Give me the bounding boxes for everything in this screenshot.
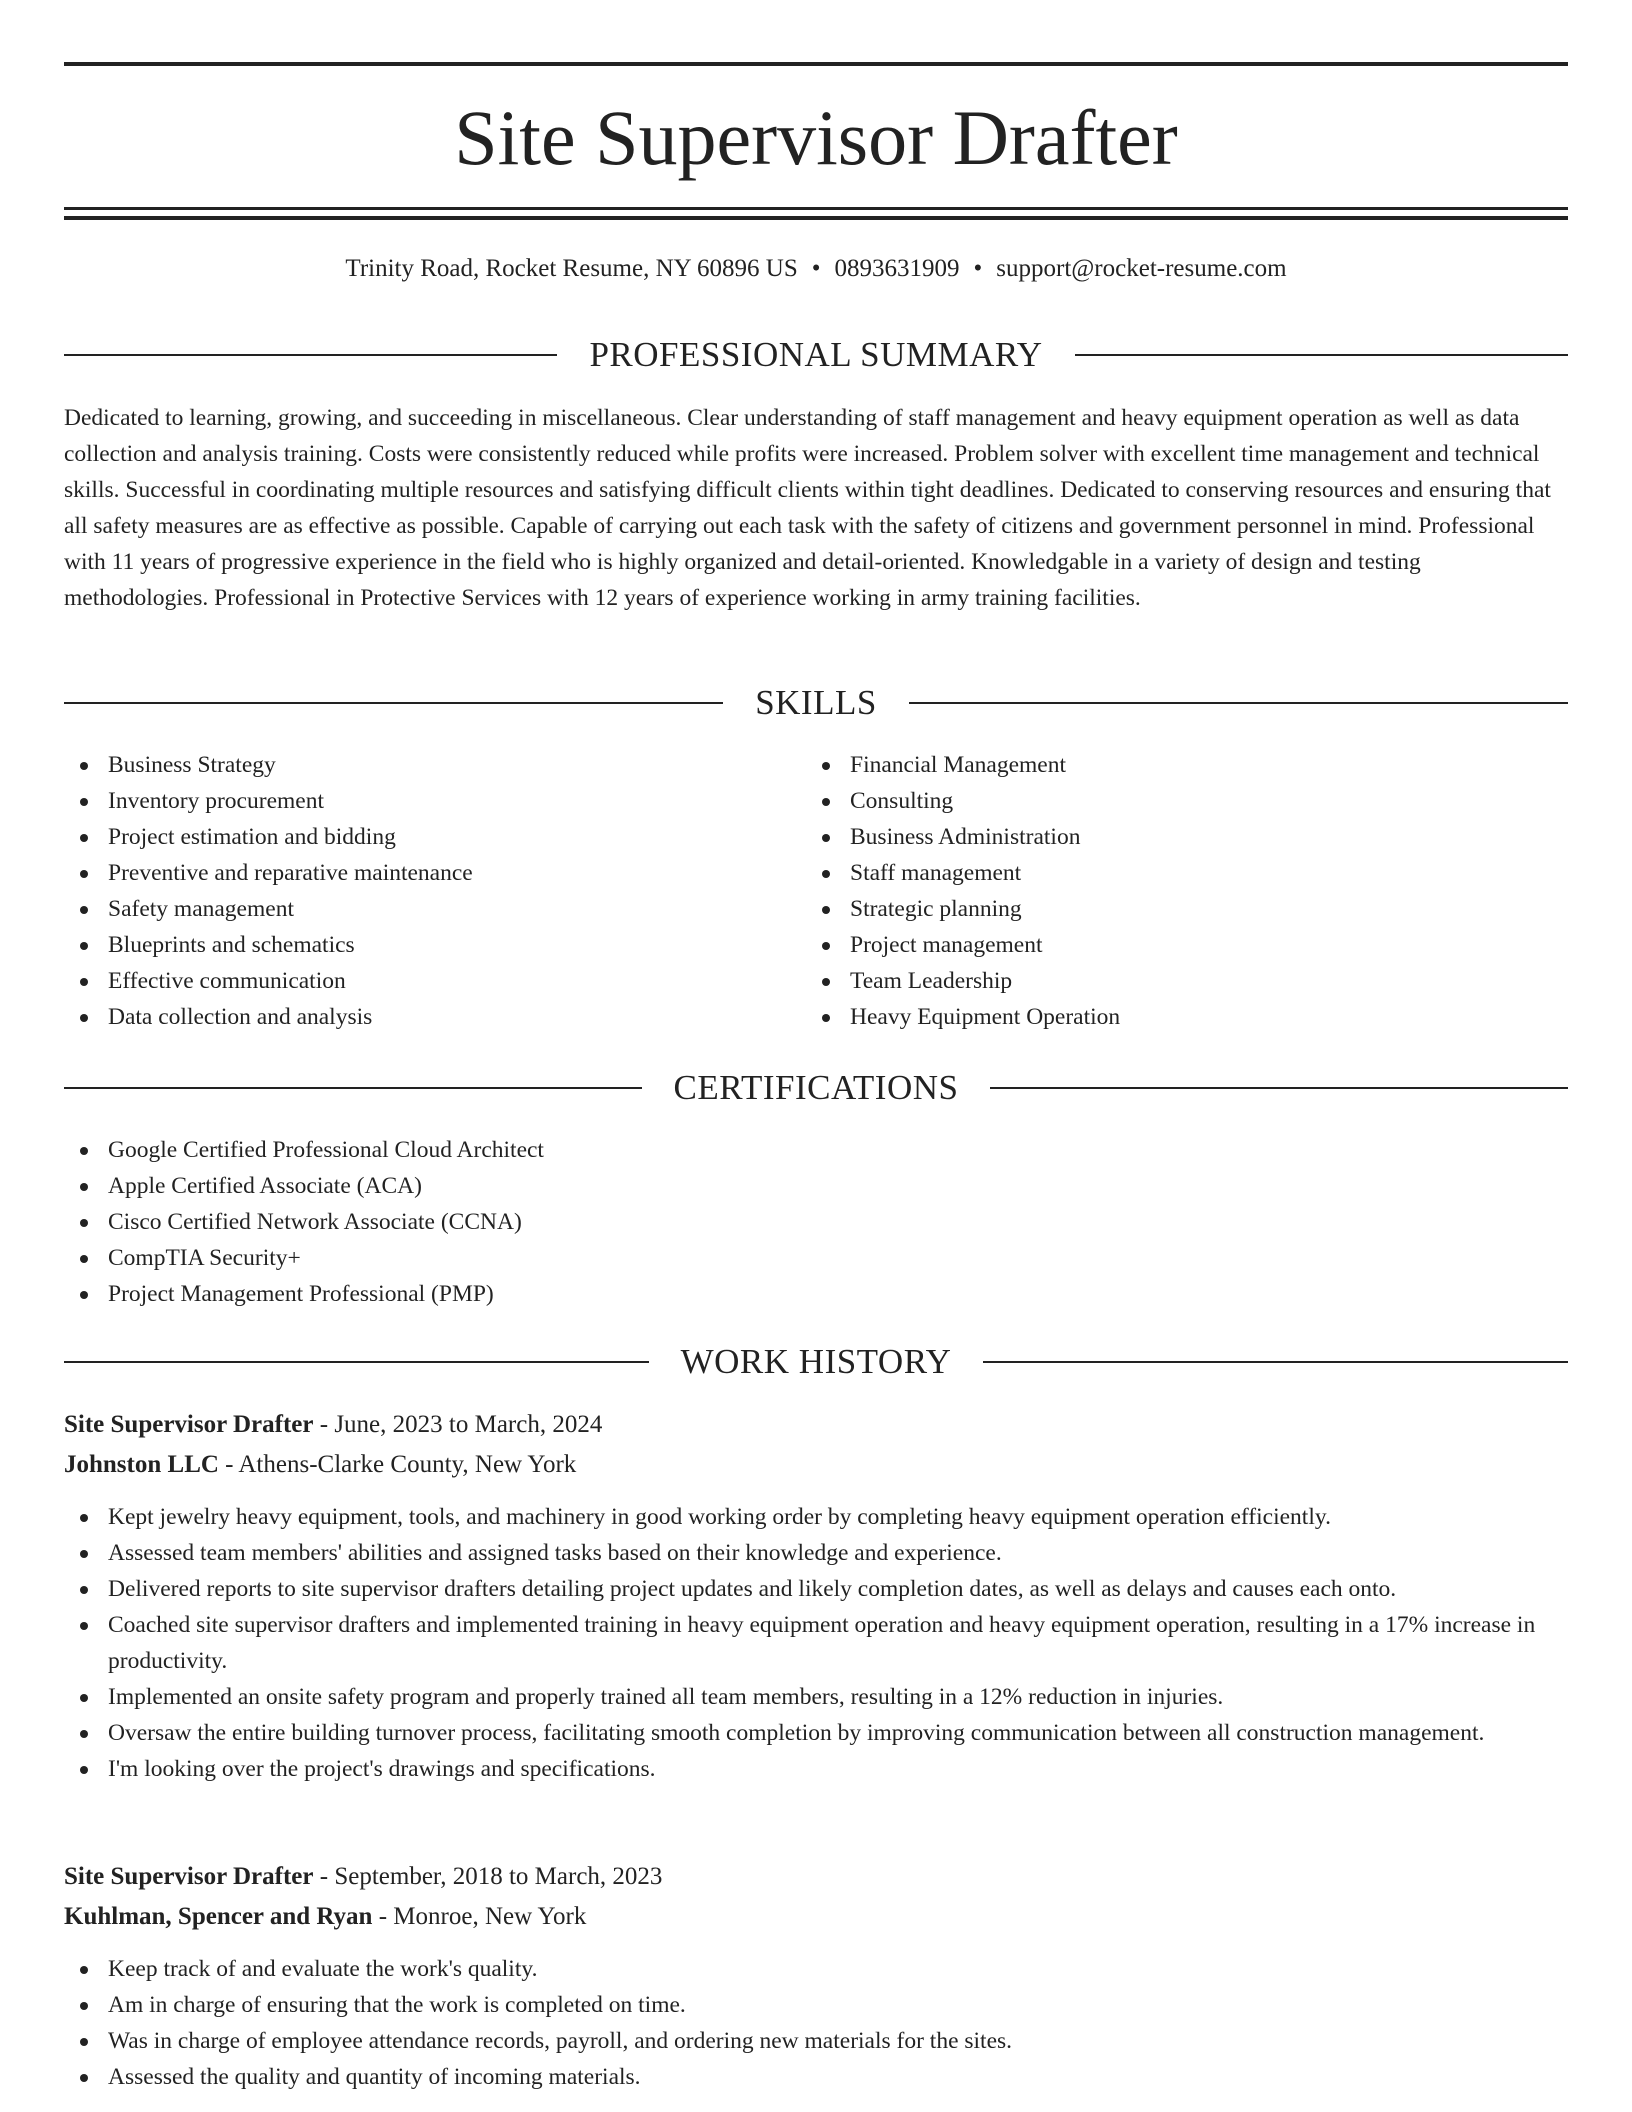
- job-duty-item: Assessed team members' abilities and assigned tasks based on their knowledge and experience.: [64, 1535, 1568, 1571]
- skills-right-column: [806, 747, 1548, 1035]
- skill-item: Preventive and reparative maintenance: [64, 855, 806, 891]
- job-duty-item: Was in charge of employee attendance records, payroll, and ordering new materials for the sites.: [64, 2023, 1568, 2059]
- heading-rule-right: [909, 702, 1568, 704]
- job-duties: [64, 1499, 1568, 1787]
- heading-rule-right: [990, 1087, 1568, 1089]
- contact-separator: •: [973, 255, 983, 282]
- heading-rule-right: [983, 1361, 1568, 1363]
- skills-heading-text: SKILLS: [755, 683, 877, 722]
- job-dates: - September, 2018 to March, 2023: [313, 1863, 663, 1890]
- skill-item: Team Leadership: [806, 963, 1548, 999]
- skills-left-column: [64, 747, 806, 1035]
- heading-rule-left: [64, 702, 723, 704]
- job-duty-item: Assessed the quality and quantity of incoming materials.: [64, 2059, 1568, 2095]
- job-duties: [64, 1951, 1568, 2095]
- certification-item: CompTIA Security+: [64, 1240, 1568, 1276]
- certifications-heading: [64, 1066, 1568, 1110]
- job-duty-item: Kept jewelry heavy equipment, tools, and machinery in good working order by completing heavy equipment operation efficiently.: [64, 1499, 1568, 1535]
- heading-rule-right: [1075, 354, 1568, 356]
- certifications-heading-text: CERTIFICATIONS: [673, 1068, 959, 1107]
- job-company: Johnston LLC: [64, 1451, 219, 1478]
- skill-item: Project management: [806, 927, 1548, 963]
- skill-item: Safety management: [64, 891, 806, 927]
- certification-item: Cisco Certified Network Associate (CCNA): [64, 1204, 1568, 1240]
- job-duties-list: [64, 1499, 1568, 1787]
- skill-item: Business Strategy: [64, 747, 806, 783]
- job-duty-item: Oversaw the entire building turnover process, facilitating smooth completion by improving communication between all construction management.: [64, 1715, 1568, 1751]
- header-top-rule: [64, 62, 1568, 66]
- heading-rule-left: [64, 354, 557, 356]
- contact-line: [64, 253, 1568, 285]
- job-location: - Athens-Clarke County, New York: [218, 1451, 577, 1478]
- summary-heading-text: PROFESSIONAL SUMMARY: [589, 335, 1043, 374]
- work-history-heading: [64, 1340, 1568, 1384]
- skill-item: Staff management: [806, 855, 1548, 891]
- heading-rule-left: [64, 1361, 649, 1363]
- certification-item: Google Certified Professional Cloud Architect: [64, 1132, 1568, 1168]
- skill-item: Effective communication: [64, 963, 806, 999]
- header-bottom-rule: [64, 207, 1568, 210]
- job-duties-list: [64, 1951, 1568, 2095]
- certifications-list: [64, 1132, 1568, 1312]
- job-title: Site Supervisor Drafter: [64, 1411, 314, 1438]
- work-history-heading-text: WORK HISTORY: [680, 1342, 952, 1381]
- job-duty-item: Am in charge of ensuring that the work is completed on time.: [64, 1987, 1568, 2023]
- job-duty-item: I'm looking over the project's drawings and specifications.: [64, 1751, 1568, 1787]
- skill-item: Consulting: [806, 783, 1548, 819]
- skill-item: Blueprints and schematics: [64, 927, 806, 963]
- job-title: Site Supervisor Drafter: [64, 1863, 314, 1890]
- skill-item: Inventory procurement: [64, 783, 806, 819]
- skill-item: Data collection and analysis: [64, 999, 806, 1035]
- job-duty-item: Coached site supervisor drafters and implemented training in heavy equipment operation and heavy equipment operation, resulting in a 17% increase in productivity.: [64, 1607, 1568, 1679]
- skill-item: Heavy Equipment Operation: [806, 999, 1548, 1035]
- header-bottom-rule-second: [64, 216, 1568, 220]
- resume-name: Site Supervisor Drafter: [454, 94, 1178, 181]
- job-location: - Monroe, New York: [372, 1903, 587, 1930]
- skill-item: Project estimation and bidding: [64, 819, 806, 855]
- skill-item: Business Administration: [806, 819, 1548, 855]
- job-duty-item: Delivered reports to site supervisor drafters detailing project updates and likely completion dates, as well as delays and causes each onto.: [64, 1571, 1568, 1607]
- certifications-list-container: [64, 1132, 1568, 1312]
- contact-phone: 0893631909: [834, 255, 960, 282]
- skills-heading: [64, 681, 1568, 725]
- job-dates: - June, 2023 to March, 2024: [313, 1411, 603, 1438]
- job-duty-item: Keep track of and evaluate the work's quality.: [64, 1951, 1568, 1987]
- certification-item: Project Management Professional (PMP): [64, 1276, 1568, 1312]
- job-company-line: [64, 1445, 1568, 1485]
- summary-text: Dedicated to learning, growing, and succeeding in miscellaneous. Clear understanding of staff management and heavy equipment operation as well as data collection and analysis training. Costs were consistently reduced while profits were increased. Problem solver with excellent time management and technical skills. Successful in coordinating multiple resources and satisfying difficult clients within tight deadlines. Dedicated to conserving resources and ensuring that all safety measures are as effective as possible. Capable of carrying out each task with the safety of citizens and government personnel in mind. Professional with 11 years of progressive experience in the field who is highly organized and detail-oriented. Knowledgable in a variety of design and testing methodologies. Professional in Protective Services with 12 years of experience working in army training facilities.: [64, 405, 1551, 611]
- certification-item: Apple Certified Associate (ACA): [64, 1168, 1568, 1204]
- contact-email[interactable]: support@rocket-resume.com: [996, 255, 1287, 282]
- contact-separator: •: [811, 255, 821, 282]
- job-title-line: [64, 1405, 1568, 1445]
- job-duty-item: Implemented an onsite safety program and properly trained all team members, resulting in a 12% reduction in injuries.: [64, 1679, 1568, 1715]
- heading-rule-left: [64, 1087, 642, 1089]
- job-company-line: [64, 1897, 1568, 1937]
- summary-heading: [64, 333, 1568, 377]
- job-company: Kuhlman, Spencer and Ryan: [64, 1903, 373, 1930]
- skills-right-list: [806, 747, 1548, 1035]
- job-title-line: [64, 1857, 1568, 1897]
- contact-address: Trinity Road, Rocket Resume, NY 60896 US: [345, 255, 798, 282]
- skills-left-list: [64, 747, 806, 1035]
- skill-item: Financial Management: [806, 747, 1548, 783]
- skill-item: Strategic planning: [806, 891, 1548, 927]
